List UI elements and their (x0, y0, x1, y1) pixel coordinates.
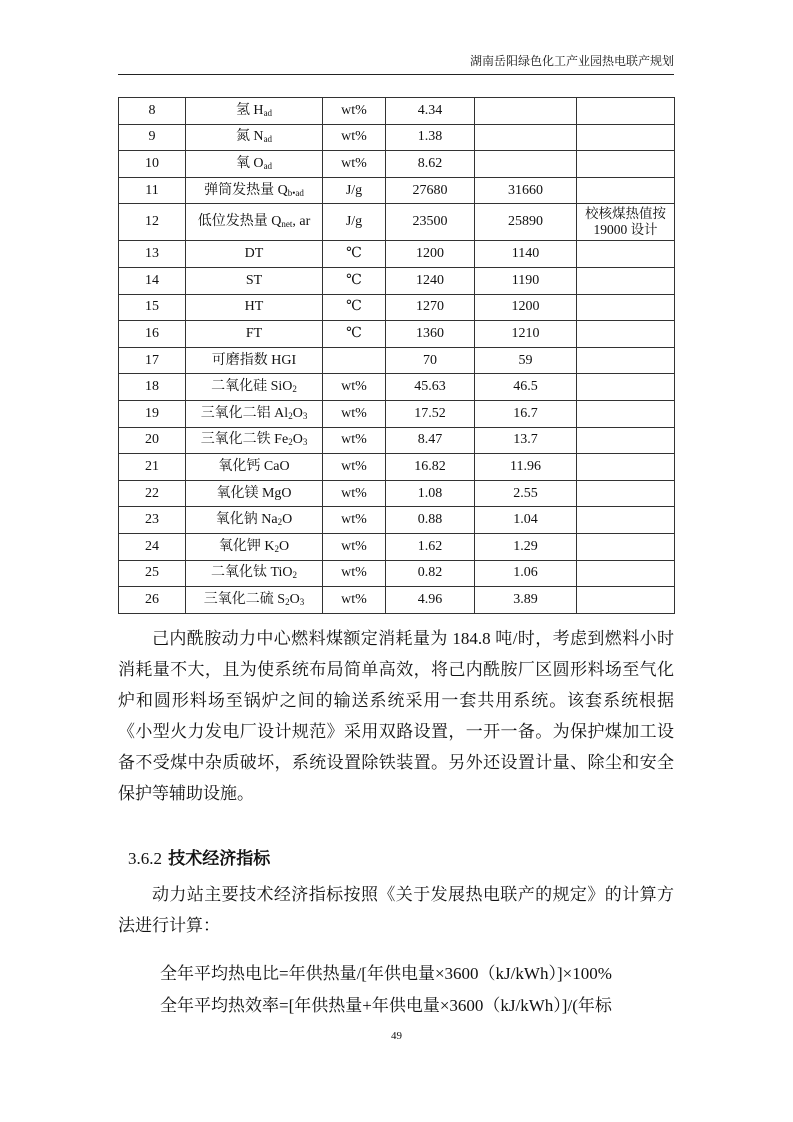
row-number-cell: 10 (119, 151, 186, 178)
item-name: 氧化钾 K (218, 538, 275, 554)
note-cell (577, 321, 675, 348)
unit-cell: J/g (323, 177, 386, 204)
item-suffix: , ar (292, 214, 311, 230)
row-number-cell: 13 (119, 241, 186, 268)
check-coal-value-cell: 1.29 (475, 533, 577, 560)
check-coal-value-cell: 13.7 (475, 427, 577, 454)
check-coal-value-cell: 25890 (475, 204, 577, 241)
table-row (119, 294, 675, 321)
item-suffix: O (292, 405, 303, 421)
table-row (119, 480, 675, 507)
row-number-cell: 11 (119, 177, 186, 204)
item-name-cell (186, 454, 323, 481)
check-coal-value-cell: 1.06 (475, 560, 577, 587)
design-coal-value-cell: 8.47 (386, 427, 475, 454)
item-name: HT (244, 299, 264, 315)
item-name: 氧 O (235, 155, 264, 171)
paragraph-fuel-transport: 己内酰胺动力中心燃料煤额定消耗量为 184.8 吨/时，考虑到燃料小时消耗量不大，且为使系统布局简单高效，将己内酰胺厂区圆形料场至气化炉和圆形料场至锅炉之间的输送系统采用一套共用系统。该套系统根据《小型火力发电厂设计规范》采用双路设置，一开一备。为保护煤加工设备不受煤中杂质破坏，系统设置除铁装置。另外还设置计量、除尘和安全保护等辅助设施。 (118, 629, 674, 803)
check-coal-value-cell (475, 98, 577, 125)
item-name-cell (186, 98, 323, 125)
table-row (119, 374, 675, 401)
table-row (119, 151, 675, 178)
check-coal-value-cell: 1200 (475, 294, 577, 321)
table-row (119, 400, 675, 427)
item-name: 二氧化硅 SiO (211, 379, 293, 395)
unit-cell: wt% (323, 124, 386, 151)
row-number-cell: 21 (119, 454, 186, 481)
item-name-cell (186, 241, 323, 268)
row-number-cell: 16 (119, 321, 186, 348)
item-name: 氧化钙 CaO (218, 458, 290, 474)
design-coal-value-cell: 4.34 (386, 98, 475, 125)
note-cell (577, 454, 675, 481)
row-number-cell: 26 (119, 587, 186, 614)
row-number-cell: 25 (119, 560, 186, 587)
design-coal-value-cell: 1360 (386, 321, 475, 348)
check-coal-value-cell: 1210 (475, 321, 577, 348)
unit-cell: wt% (323, 151, 386, 178)
unit-cell: wt% (323, 533, 386, 560)
running-header: 湖南岳阳绿色化工产业园热电联产规划 (118, 50, 674, 75)
note-cell (577, 560, 675, 587)
table-row (119, 124, 675, 151)
item-subscript: ad (263, 107, 273, 118)
formula-thermal-efficiency: 全年平均热效率=[年供热量+年供电量×3600（kJ/kWh）]/(年标 (160, 996, 612, 1015)
table-row (119, 177, 675, 204)
table-row (119, 347, 675, 374)
item-subscript: net (281, 219, 293, 230)
table-row (119, 204, 675, 241)
check-coal-value-cell: 3.89 (475, 587, 577, 614)
item-name-cell (186, 124, 323, 151)
item-subscript: 2 (277, 517, 283, 528)
table-row (119, 533, 675, 560)
item-subscript: 2 (285, 596, 290, 607)
unit-cell: J/g (323, 204, 386, 241)
item-subscript: 2 (292, 570, 298, 581)
item-subscript: b•ad (287, 187, 304, 198)
row-number-cell: 24 (119, 533, 186, 560)
note-cell (577, 241, 675, 268)
section-title: 技术经济指标 (168, 849, 271, 868)
note-cell (577, 427, 675, 454)
item-subscript: ad (263, 134, 273, 145)
unit-cell: wt% (323, 400, 386, 427)
note-cell (577, 294, 675, 321)
note-cell (577, 267, 675, 294)
row-number-cell: 17 (119, 347, 186, 374)
design-coal-value-cell: 8.62 (386, 151, 475, 178)
paragraph-economic-indicators: 动力站主要技术经济指标按照《关于发展热电联产的规定》的计算方法进行计算： (118, 885, 674, 935)
table-row (119, 241, 675, 268)
item-name: 氧化镁 MgO (216, 485, 292, 501)
unit-cell: ℃ (323, 241, 386, 268)
row-number-cell: 23 (119, 507, 186, 534)
item-subscript: 2 (274, 543, 279, 554)
row-number-cell: 18 (119, 374, 186, 401)
unit-cell: ℃ (323, 321, 386, 348)
unit-cell: ℃ (323, 267, 386, 294)
note-cell (577, 124, 675, 151)
unit-cell: wt% (323, 98, 386, 125)
row-number-cell: 8 (119, 98, 186, 125)
note-cell (577, 151, 675, 178)
coal-property-table (118, 97, 675, 614)
note-cell (577, 98, 675, 125)
item-subscript-2: 3 (299, 596, 305, 607)
check-coal-value-cell: 46.5 (475, 374, 577, 401)
check-coal-value-cell: 16.7 (475, 400, 577, 427)
table-row (119, 507, 675, 534)
check-coal-value-cell: 11.96 (475, 454, 577, 481)
row-number-cell: 15 (119, 294, 186, 321)
unit-cell: ℃ (323, 294, 386, 321)
page-number: 49 (391, 1030, 402, 1042)
check-coal-value-cell (475, 151, 577, 178)
item-name-cell (186, 204, 323, 241)
item-name-cell (186, 294, 323, 321)
item-name-cell (186, 321, 323, 348)
item-suffix: O (279, 538, 290, 554)
note-cell (577, 587, 675, 614)
row-number-cell: 9 (119, 124, 186, 151)
item-name: DT (244, 246, 264, 262)
item-name: 低位发热量 Q (197, 214, 282, 230)
design-coal-value-cell: 1.38 (386, 124, 475, 151)
item-name-cell (186, 507, 323, 534)
item-name-cell (186, 177, 323, 204)
section-heading (128, 843, 270, 874)
table-row (119, 454, 675, 481)
note-cell (577, 177, 675, 204)
unit-cell: wt% (323, 374, 386, 401)
item-suffix: O (289, 591, 300, 607)
item-name-cell (186, 151, 323, 178)
table-row (119, 267, 675, 294)
item-name: FT (245, 325, 263, 341)
item-subscript: 2 (292, 384, 297, 395)
row-number-cell: 22 (119, 480, 186, 507)
check-coal-value-cell: 1140 (475, 241, 577, 268)
row-number-cell: 14 (119, 267, 186, 294)
formula-heat-power-ratio: 全年平均热电比=年供热量/[年供电量×3600（kJ/kWh）]×100% (160, 964, 612, 983)
unit-cell: wt% (323, 454, 386, 481)
design-coal-value-cell: 4.96 (386, 587, 475, 614)
row-number-cell: 20 (119, 427, 186, 454)
design-coal-value-cell: 45.63 (386, 374, 475, 401)
item-name: ST (245, 272, 263, 288)
unit-cell: wt% (323, 507, 386, 534)
design-coal-value-cell: 1.08 (386, 480, 475, 507)
item-name: 三氧化二硫 S (203, 591, 286, 607)
design-coal-value-cell: 1270 (386, 294, 475, 321)
unit-cell: wt% (323, 480, 386, 507)
item-name: 氮 N (235, 129, 264, 145)
design-coal-value-cell: 1240 (386, 267, 475, 294)
note-cell (577, 480, 675, 507)
unit-cell: wt% (323, 427, 386, 454)
design-coal-value-cell: 23500 (386, 204, 475, 241)
item-name: 三氧化二铁 Fe (200, 432, 289, 448)
item-name-cell (186, 560, 323, 587)
table-row (119, 321, 675, 348)
item-name-cell (186, 533, 323, 560)
item-subscript: 2 (288, 437, 293, 448)
item-subscript-2: 3 (302, 410, 308, 421)
item-name-cell (186, 427, 323, 454)
item-name-cell (186, 347, 323, 374)
note-cell (577, 533, 675, 560)
item-suffix: O (292, 432, 303, 448)
design-coal-value-cell: 70 (386, 347, 475, 374)
item-name: 可磨指数 HGI (211, 352, 297, 368)
design-coal-value-cell: 1200 (386, 241, 475, 268)
table-row (119, 560, 675, 587)
item-name: 氢 H (235, 102, 264, 118)
check-coal-value-cell: 31660 (475, 177, 577, 204)
item-name-cell (186, 374, 323, 401)
note-cell (577, 507, 675, 534)
item-name-cell (186, 400, 323, 427)
check-coal-value-cell: 1.04 (475, 507, 577, 534)
item-name-cell (186, 267, 323, 294)
design-coal-value-cell: 0.82 (386, 560, 475, 587)
item-name-cell (186, 587, 323, 614)
check-coal-value-cell: 1190 (475, 267, 577, 294)
check-coal-value-cell: 2.55 (475, 480, 577, 507)
table-row (119, 427, 675, 454)
item-name: 氧化钠 Na (215, 512, 278, 528)
item-suffix: O (282, 512, 293, 528)
design-coal-value-cell: 1.62 (386, 533, 475, 560)
item-name: 弹筒发热量 Q (204, 182, 288, 198)
unit-cell: wt% (323, 560, 386, 587)
item-subscript: 2 (288, 410, 293, 421)
table-row (119, 98, 675, 125)
row-number-cell: 19 (119, 400, 186, 427)
design-coal-value-cell: 17.52 (386, 400, 475, 427)
unit-cell (323, 347, 386, 374)
note-cell: 校核煤热值按 19000 设计 (577, 204, 675, 241)
unit-cell: wt% (323, 587, 386, 614)
table-row (119, 587, 675, 614)
note-cell (577, 347, 675, 374)
item-subscript: ad (263, 160, 273, 171)
note-cell (577, 374, 675, 401)
check-coal-value-cell (475, 124, 577, 151)
item-subscript-2: 3 (302, 437, 308, 448)
design-coal-value-cell: 16.82 (386, 454, 475, 481)
row-number-cell: 12 (119, 204, 186, 241)
note-cell (577, 400, 675, 427)
item-name: 三氧化二铝 Al (200, 405, 289, 421)
check-coal-value-cell: 59 (475, 347, 577, 374)
item-name: 二氧化钛 TiO (210, 565, 293, 581)
section-number: 3.6.2 (128, 849, 162, 868)
design-coal-value-cell: 27680 (386, 177, 475, 204)
item-name-cell (186, 480, 323, 507)
design-coal-value-cell: 0.88 (386, 507, 475, 534)
